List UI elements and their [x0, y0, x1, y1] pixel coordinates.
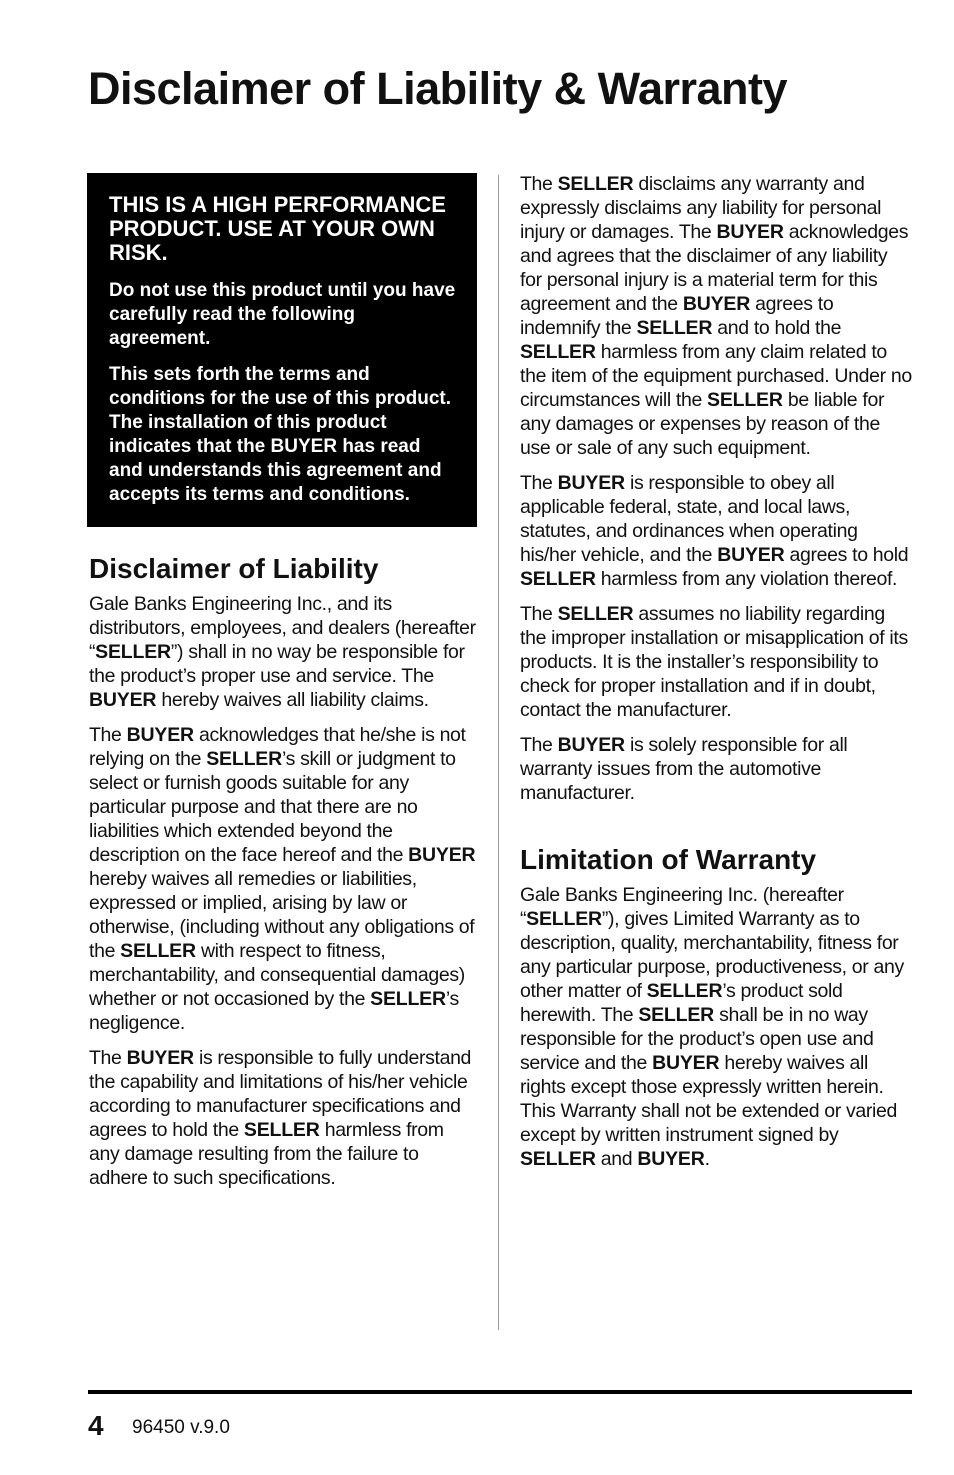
party-term: SELLER [120, 940, 196, 962]
warning-paragraph: This sets forth the terms and conditions for the use of this product. The installation of this product indicates that the BUYER has read and understands this agreement and accepts its terms and conditions. [109, 364, 451, 505]
party-term: SELLER [557, 603, 634, 625]
party-term: BUYER [652, 1052, 720, 1074]
party-term: SELLER [638, 1004, 715, 1026]
right-column [520, 172, 912, 1182]
party-term: SELLER [520, 568, 596, 590]
page-number: 4 [88, 1410, 104, 1441]
left-column [89, 173, 477, 1201]
warning-paragraph: Do not use this product until you have carefully read the following agreement. [109, 280, 456, 349]
party-term: SELLER [707, 389, 783, 411]
party-term: SELLER [526, 908, 602, 930]
disclaimer-paragraph: The BUYER is solely responsible for all warranty issues from the automotive manufacturer. [520, 734, 848, 804]
disclaimer-paragraph: The SELLER assumes no liability regarding the improper installation or misapplication of its products. It is the installer’s responsibility to check for proper installation and if in doubt, contact the manufacturer. [520, 603, 908, 721]
disclaimer-paragraph: The BUYER is responsible to fully understand the capability and limitations of his/her vehicle according to manufacturer specifications and agrees to hold the SELLER harmless from any damage resulting from the failure to adhere to such specifications. [89, 1047, 472, 1189]
warranty-heading: Limitation of Warranty [520, 844, 817, 875]
party-term: BUYER [126, 724, 194, 746]
document-id: 96450 v.9.0 [132, 1417, 230, 1438]
warning-box [87, 173, 477, 527]
warranty-paragraph: Gale Banks Engineering Inc. (hereafter “SELLER”), gives Limited Warranty as to description, quality, merchantability, fitness for any particular purpose, productiveness, or any other matter of SELLER’s product sold herewith. The SELLER shall be in no way responsible for the product’s open use and service and the BUYER hereby waives all rights except those expressly written herein. This Warranty shall not be extended or varied except by written instrument signed by SELLER and BUYER. [520, 884, 904, 1170]
disclaimer-paragraph: The BUYER acknowledges that he/she is not relying on the SELLER’s skill or judgment to select or furnish goods suitable for any particular purpose and that there are no liabilities which extended beyond the description on the face hereof and the BUYER hereby waives all remedies or liabilities, expressed or implied, arising by law or otherwise, (including without any obligations of the SELLER with respect to fitness, merchantability, and consequential damages) whether or not occasioned by the SELLER’s negligence. [89, 724, 476, 1034]
party-term: BUYER [637, 1148, 705, 1170]
party-term: SELLER [557, 173, 634, 195]
party-term: SELLER [370, 988, 446, 1010]
party-term: SELLER [520, 1148, 596, 1170]
party-term: BUYER [716, 221, 784, 243]
party-term: BUYER [89, 689, 157, 711]
warning-heading: THIS IS A HIGH PERFORMANCE PRODUCT. USE AT YOUR OWN RISK. [109, 192, 446, 265]
party-term: SELLER [646, 980, 723, 1002]
party-term: BUYER [682, 293, 751, 315]
page-title: Disclaimer of Liability & Warranty [88, 63, 788, 114]
column-divider [498, 175, 499, 1330]
disclaimer-heading: Disclaimer of Liability [89, 553, 379, 584]
party-term: BUYER [717, 544, 785, 566]
party-term: SELLER [636, 317, 713, 339]
party-term: SELLER [95, 641, 171, 663]
party-term: BUYER [557, 734, 625, 756]
disclaimer-paragraph: The BUYER is responsible to obey all applicable federal, state, and local laws, statutes, and ordinances when operating his/her vehicle, and the BUYER agrees to hold SELLER harmless from any violation thereof. [520, 472, 909, 590]
disclaimer-paragraph: Gale Banks Engineering Inc., and its distributors, employees, and dealers (hereafter “SELLER”) shall in no way be responsible for the product’s proper use and service. The BUYER hereby waives all liability claims. [89, 593, 476, 711]
party-term: BUYER [126, 1047, 194, 1069]
party-term: BUYER [408, 844, 476, 866]
party-term: BUYER [557, 472, 625, 494]
footer-rule [88, 1390, 912, 1394]
party-term: SELLER [206, 748, 282, 770]
disclaimer-paragraph: The SELLER disclaims any warranty and expressly disclaims any liability for personal injury or damages. The BUYER acknowledges and agrees that the disclaimer of any liability for personal injury is a material term for this agreement and the BUYER agrees to indemnify the SELLER and to hold the SELLER harmless from any claim related to the item of the equipment purchased. Under no circumstances will the SELLER be liable for any damages or expenses by reason of the use or sale of any such equipment. [520, 173, 912, 459]
party-term: SELLER [520, 341, 596, 363]
party-term: SELLER [243, 1119, 320, 1141]
